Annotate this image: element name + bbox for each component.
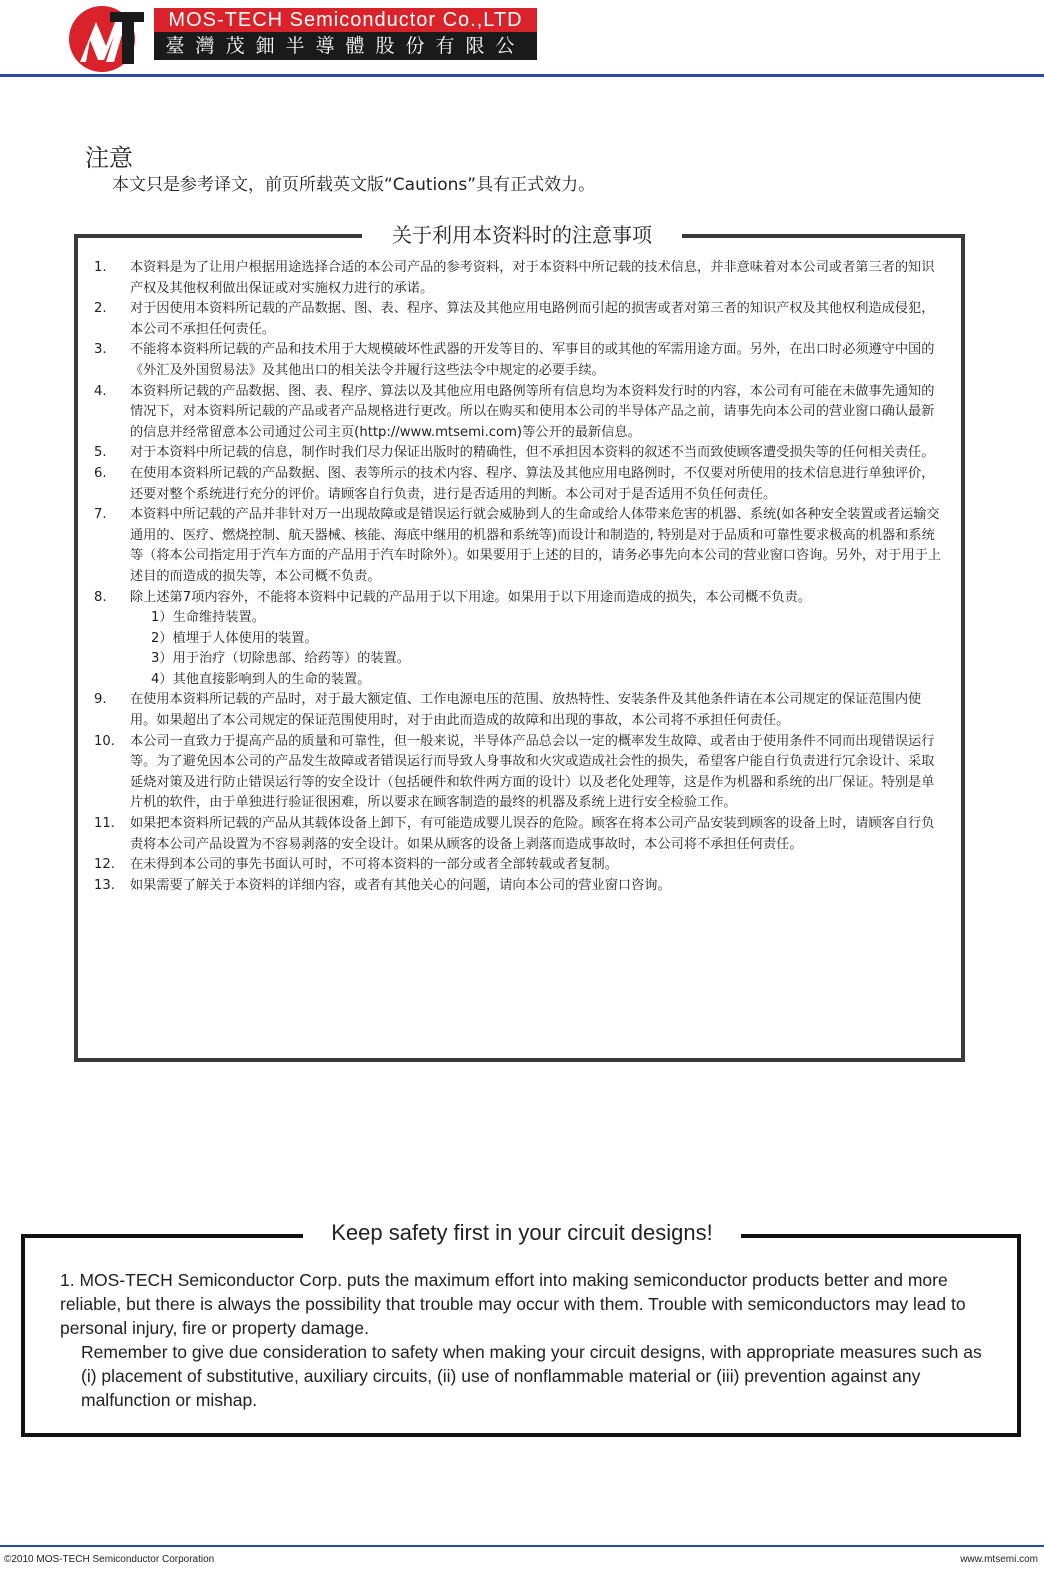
list-item: 3. 不能将本资料所记载的产品和技术用于大规模破坏性武器的开发等目的、军事目的或其他的军需用途方面。另外，在出口时必须遵守中国的《外汇及外国贸易法》及其他出口的相关法令并履行这些法令中规定的必要手续。 (94, 342, 935, 378)
list-item: 5. 对于本资料中所记载的信息，制作时我们尽力保证出版时的精确性，但不承担因本资料的叙述不当而致使顾客遭受损失等的任何相关责任。 (94, 445, 935, 461)
footer-website: www.mtsemi.com (960, 1554, 1038, 1565)
footer-copyright: ©2010 MOS-TECH Semiconductor Corporation (4, 1554, 215, 1565)
list-item: 7. 本资料中所记载的产品并非针对万一出现故障或是错误运行就会威胁到人的生命或给人体带来危害的机器、系统(如各种安全装置或者运输交通用的、医疗、燃烧控制、航天器械、核能、海底中继用的机器和系统等)而设计和制造的, 特别是对于品质和可靠性要求极高的机器和系统等（将本公司指定用于汽车方面的产品用于汽车时除外）。如果要用于上述的目的，请务必事先向本公司的营业窗口咨询。另外，对于用于上述目的而造成的损失等，本公司概不负责。 (94, 507, 942, 584)
list-item: 2. 对于因使用本资料所记载的产品数据、图、表、程序、算法及其他应用电路例而引起的损害或者对第三者的知识产权及其他权利造成侵犯，本公司不承担任何责任。 (94, 301, 935, 337)
safety-paragraph: 1. MOS-TECH Semiconductor Corp. puts the maximum effort into making semiconductor products better and more reliable, but there is always the possibility that trouble may occur with them. Trouble with semiconductors may lead to personal injury, fire or property damage. (60, 1270, 966, 1338)
footer-divider (0, 1545, 1044, 1547)
notice-subtitle: 本文只是参考译文，前页所载英文版“Cautions”具有正式效力。 (112, 175, 596, 195)
list-item: 6. 在使用本资料所记载的产品数据、图、表等所示的技术内容、程序、算法及其他应用电路例时，不仅要对所使用的技术信息进行单独评价，还要对整个系统进行充分的评价。请顾客自行负责，进行是否适用的判断。本公司对于是否适用不负任何责任。 (94, 465, 935, 502)
sub-list-item: 1）生命维持装置。 (151, 610, 265, 626)
company-logo (66, 2, 146, 74)
brand-name-english: MOS-TECH Semiconductor Co.,LTD (154, 8, 537, 32)
list-item: 13. 如果需要了解关于本资料的详细内容，或者有其他关心的问题，请向本公司的营业窗口咨询。 (94, 877, 671, 893)
list-item: 8. 除上述第7项内容外，不能将本资料中记载的产品用于以下用途。如果用于以下用途而造成的损失，本公司概不负责。 (94, 589, 811, 605)
notice-title: 注意 (85, 144, 133, 172)
list-item: 10. 本公司一直致力于提高产品的质量和可靠性，但一般来说，半导体产品总会以一定的概率发生故障、或者由于使用条件不同而出现错误运行等。为了避免因本公司的产品发生故障或者错误运行而导致人身事故和火灾或造成社会性的损失，希望客户能自行负责进行冗余设计、采取延烧对策及进行防止错误运行等的安全设计（包括硬件和软件两方面的设计）以及老化处理等，这是作为机器和系统的出厂保证。特别是单片机的软件，由于单独进行验证很困难，所以要求在顾客制造的最终的机器及系统上进行安全检验工作。 (94, 733, 935, 811)
list-item: 11. 如果把本资料所记载的产品从其载体设备上卸下，有可能造成婴儿误吞的危险。顾客在将本公司产品安装到顾客的设备上时，请顾客自行负责将本公司产品设置为不容易剥落的安全设计。如果从顾客的设备上剥落而造成事故时，本公司将不承担任何责任。 (94, 816, 935, 852)
safety-box-body (60, 1268, 1000, 1412)
list-item: 9. 在使用本资料所记载的产品时，对于最大额定值、工作电源电压的范围、放热特性、安装条件及其他条件请在本公司规定的保证范围内使用。如果超出了本公司规定的保证范围使用时，对于由此而造成的故障和出现的事故，本公司将不承担任何责任。 (94, 692, 922, 729)
sub-list-item: 3）用于治疗（切除患部、给药等）的装置。 (151, 651, 410, 667)
sub-list-item: 2）植埋于人体使用的装置。 (151, 630, 318, 646)
list-item: 12. 在未得到本公司的事先书面认可时，不可将本资料的一部分或者全部转载或者复制。 (94, 857, 618, 873)
sub-list-item: 4）其他直接影响到人的生命的装置。 (151, 671, 371, 687)
list-item: 4. 本资料所记载的产品数据、图、表、程序、算法以及其他应用电路例等所有信息均为本资料发行时的内容，本公司有可能在未做事先通知的情况下，对本资料所记载的产品或者产品规格进行更改。所以在购买和使用本公司的半导体产品之前，请事先向本公司的营业窗口确认最新的信息并经常留意本公司通过公司主页(http://www.mtsemi.com)等公开的最新信息。 (94, 383, 935, 440)
header-divider (0, 74, 1044, 77)
chinese-cautions-list (94, 258, 946, 896)
chinese-cautions-title: 关于利用本资料时的注意事项 (0, 219, 1044, 248)
safety-box-title: Keep safety first in your circuit designs! (0, 1220, 1044, 1246)
safety-paragraph: Remember to give due consideration to safety when making your circuit designs, with appropriate measures such as (i) placement of substitutive, auxiliary circuits, (ii) use of nonflammable material or (iii) prevention against any malfunction or mishap. (81, 1342, 982, 1410)
list-item: 1. 本资料是为了让用户根据用途选择合适的本公司产品的参考资料，对于本资料中所记载的技术信息，并非意味着对本公司或者第三者的知识产权及其他权利做出保证或对实施权力进行的承诺。 (94, 260, 935, 296)
brand-name-chinese: 臺灣茂鈿半導體股份有限公 (154, 32, 537, 60)
